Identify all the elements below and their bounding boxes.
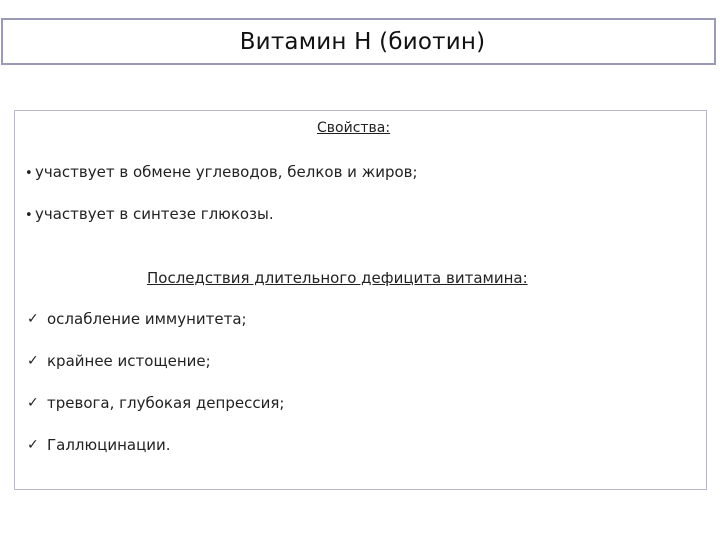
properties-heading: Свойства: — [317, 120, 391, 136]
page-title: Витамин Н (биотин) — [239, 28, 486, 55]
checkmark-icon: ✓ — [27, 353, 39, 369]
deficiency-heading: Последствия длительного дефицита витамина: — [147, 269, 528, 287]
deficiency-item — [27, 394, 284, 412]
deficiency-item-text: ослабление иммунитета; — [47, 310, 247, 328]
properties-item-text: участвует в обмене углеводов, белков и жиров; — [35, 163, 418, 181]
checkmark-icon: ✓ — [27, 395, 39, 411]
properties-item-text: участвует в синтезе глюкозы. — [35, 205, 274, 223]
properties-item — [25, 205, 274, 223]
bullet-dot-icon: • — [25, 208, 33, 223]
checkmark-icon: ✓ — [27, 437, 39, 453]
deficiency-item-text: Галлюцинации. — [47, 436, 171, 454]
checkmark-icon: ✓ — [27, 311, 39, 327]
deficiency-item-text: крайнее истощение; — [47, 352, 211, 370]
bullet-dot-icon: • — [25, 166, 33, 181]
properties-item — [25, 163, 418, 181]
title-box — [1, 18, 716, 65]
deficiency-item — [27, 310, 247, 328]
deficiency-item-text: тревога, глубокая депрессия; — [47, 394, 285, 412]
deficiency-item — [27, 436, 171, 454]
content-box — [14, 110, 707, 490]
deficiency-item — [27, 352, 211, 370]
